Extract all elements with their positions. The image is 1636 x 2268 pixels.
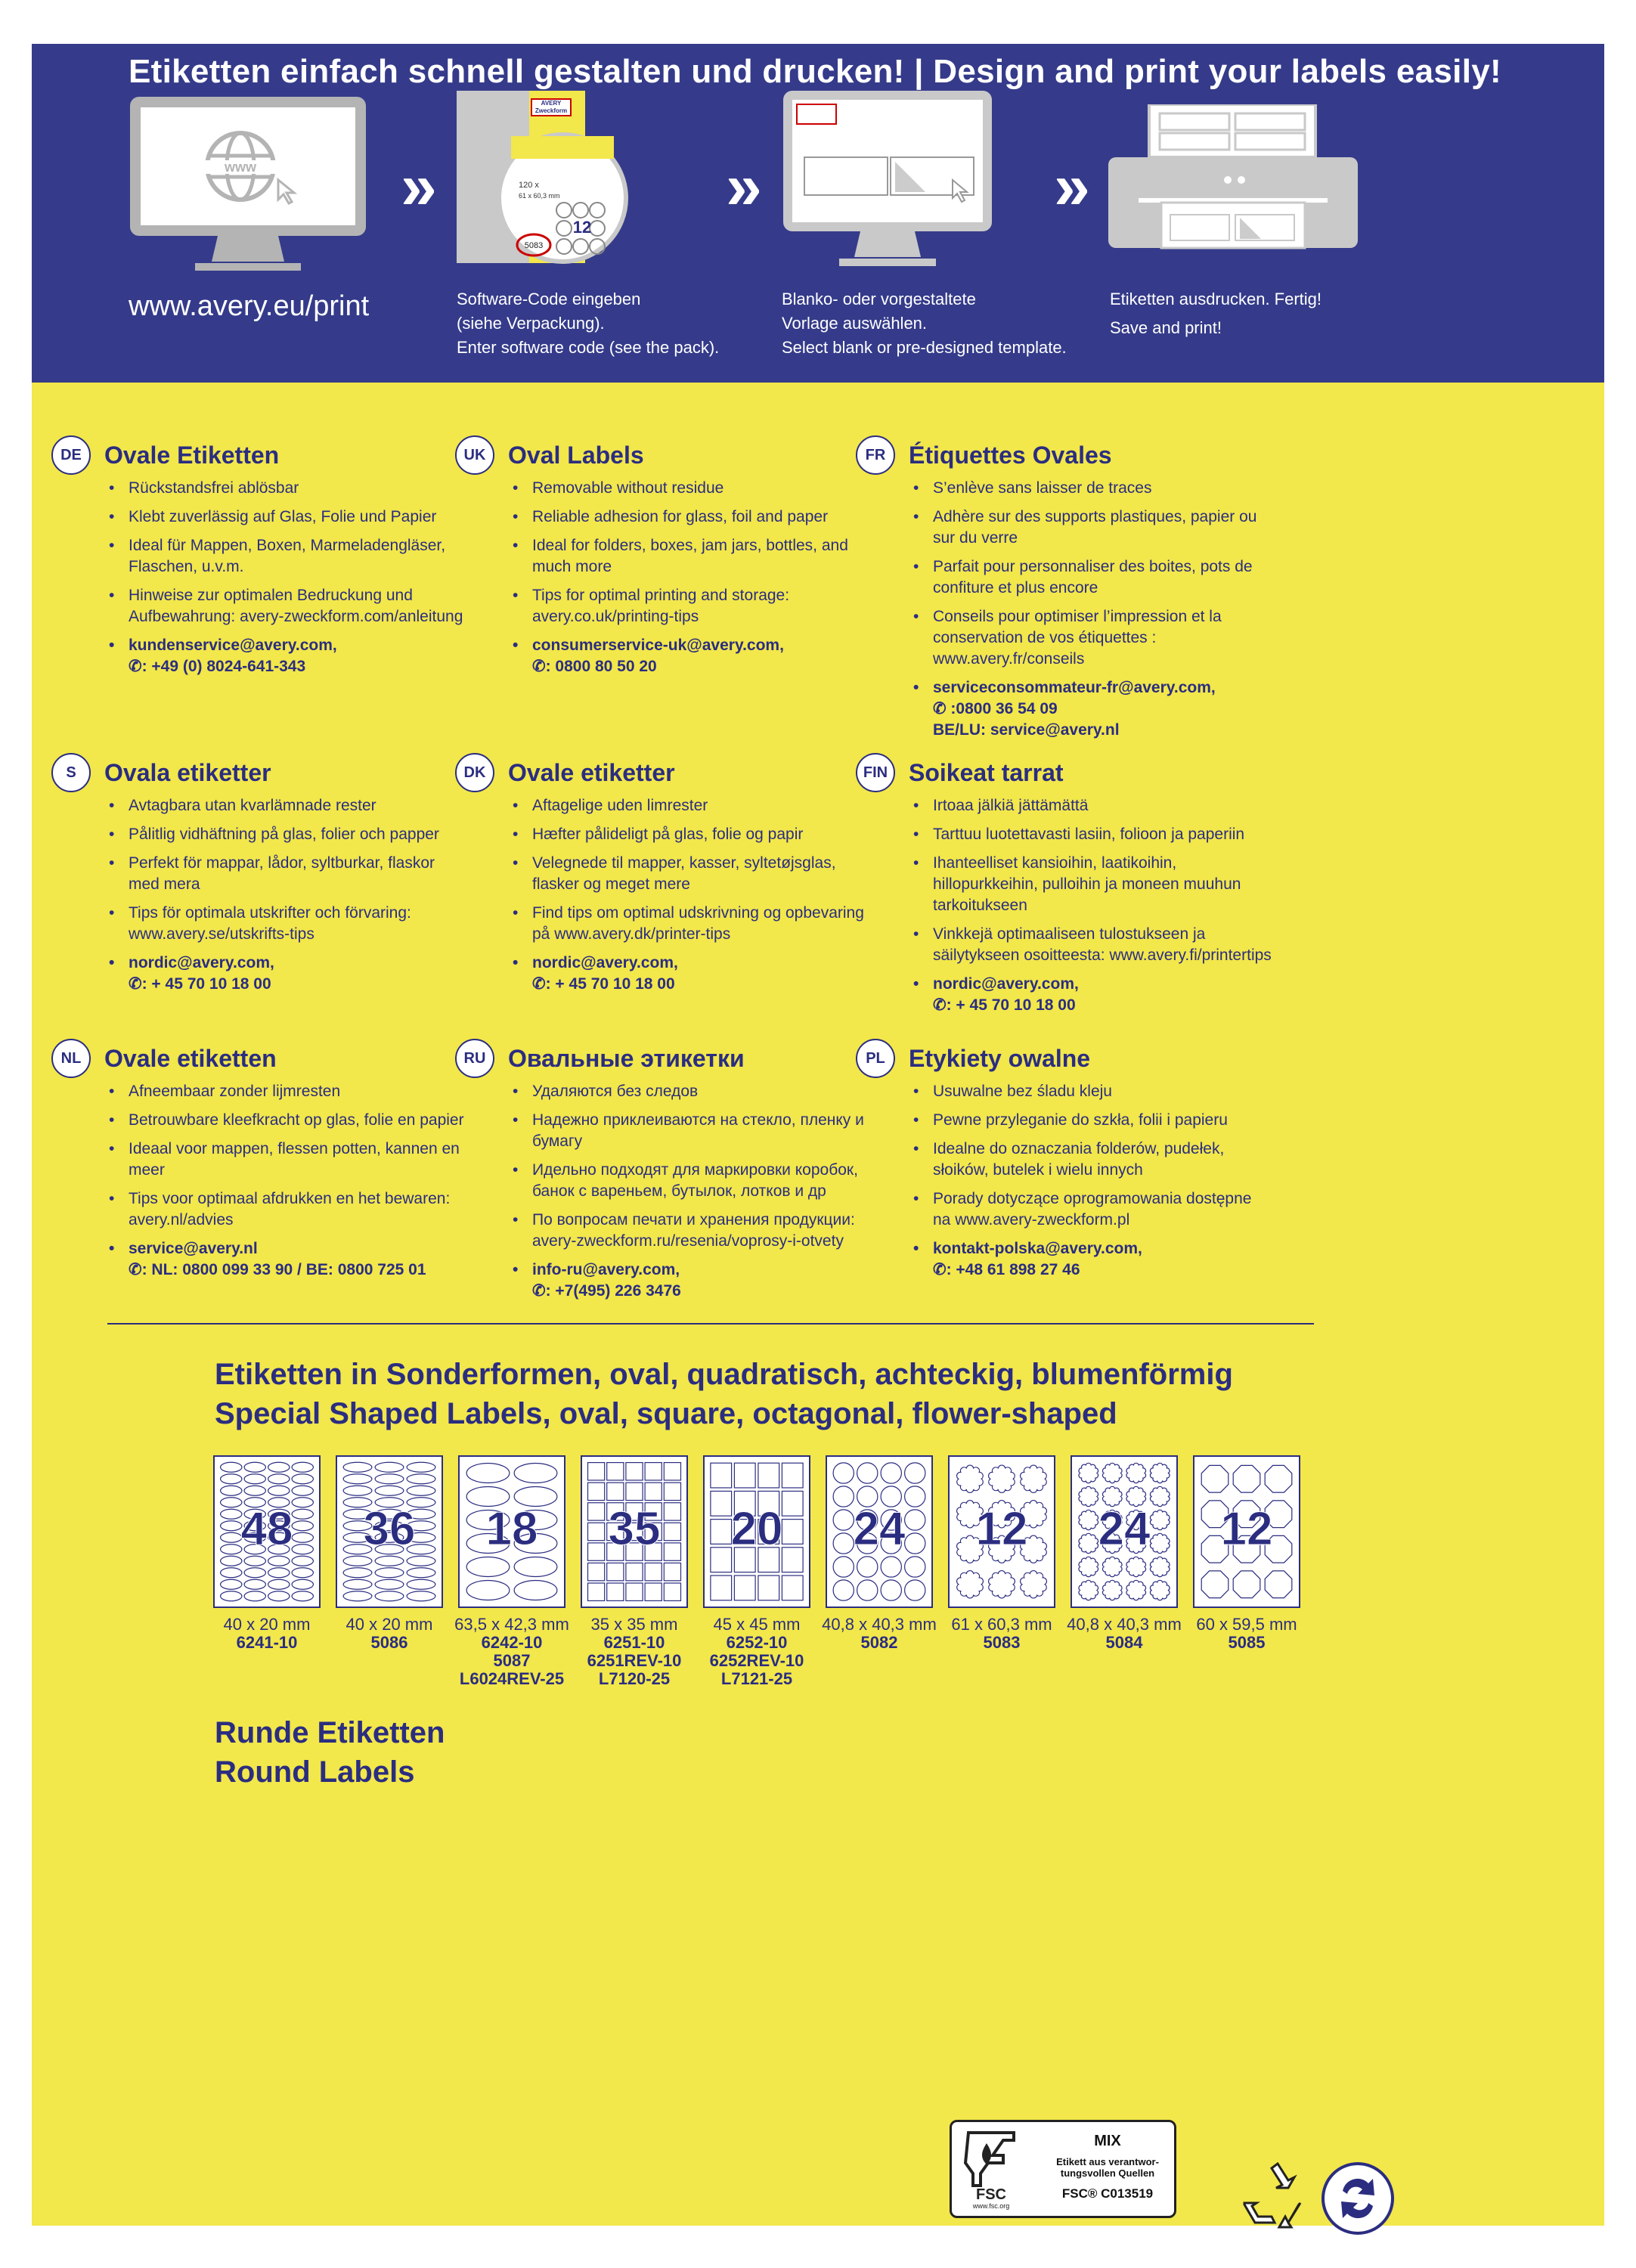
- svg-text:61 x 60,3 mm: 61 x 60,3 mm: [519, 192, 560, 200]
- label-shape: [1079, 1557, 1098, 1576]
- label-shape: [588, 1563, 605, 1580]
- label-shape: [664, 1463, 680, 1480]
- lang-badge: PL: [856, 1039, 895, 1078]
- lang-title: Étiquettes Ovales: [909, 442, 1112, 469]
- label-shape: [857, 1463, 878, 1483]
- contact-item: • nordic@avery.com, ✆: + 45 70 10 18 00: [104, 953, 467, 995]
- label-shape: [1150, 1557, 1170, 1576]
- list-item: • Удаляются без следов: [508, 1081, 871, 1102]
- label-shape: [758, 1463, 779, 1488]
- label-shape: [881, 1580, 901, 1600]
- product-code: 5082: [860, 1633, 898, 1652]
- label-shape: [343, 1591, 372, 1601]
- lang-title: Ovale etiketter: [508, 759, 675, 786]
- chevron-icon: »: [726, 150, 751, 223]
- avery-logo: AVERY Zweckform: [531, 98, 572, 116]
- svg-text:FSC: FSC: [976, 2186, 1006, 2203]
- label-shape: [1126, 1557, 1146, 1576]
- lang-title: Ovala etiketter: [104, 759, 271, 786]
- label-shape: [221, 1462, 242, 1472]
- label-shape: [626, 1563, 643, 1580]
- product-size: 40 x 20 mm: [345, 1615, 433, 1634]
- label-shape: [268, 1462, 290, 1472]
- product-caption: [689, 1616, 825, 1688]
- label-shape: [221, 1568, 242, 1578]
- product-caption: [934, 1616, 1070, 1652]
- label-shape: [343, 1556, 372, 1566]
- lang-badge: UK: [455, 435, 494, 475]
- svg-text:5083: 5083: [524, 241, 544, 250]
- label-shape: [607, 1583, 624, 1600]
- list-item: • S’enlève sans laisser de traces: [909, 478, 1272, 499]
- product-sheet-18: [458, 1455, 565, 1608]
- list-item: • Velegnede til mapper, kasser, syltetøjsglas, flasker og meget mere: [508, 853, 871, 895]
- label-shape: [375, 1568, 404, 1578]
- label-shape: [607, 1483, 624, 1500]
- label-shape: [244, 1462, 265, 1472]
- product-code: 5085: [1228, 1633, 1266, 1652]
- list-item: • По вопросам печати и хранения продукции: avery-zweckform.ru/resenia/voprosy-i-otvety: [508, 1210, 871, 1252]
- list-item: • Removable without residue: [508, 478, 871, 499]
- label-shape: [833, 1463, 854, 1483]
- contact-item: • info-ru@avery.com, ✆: +7(495) 226 3476: [508, 1259, 871, 1302]
- lang-title: Etykiety owalne: [909, 1045, 1091, 1072]
- product-code: 6251-10: [603, 1633, 665, 1652]
- fsc-text: Etikett aus verantwor-: [1056, 2156, 1159, 2167]
- chevron-icon: »: [401, 150, 426, 223]
- list-item: • Conseils pour optimiser l’impression et la conservation de vos étiquettes : www.avery.fr/conseils: [909, 606, 1272, 670]
- list-item: • Vinkkejä optimaaliseen tulostukseen ja säilytykseen osoitteesta: www.avery.fi/printertips: [909, 924, 1272, 966]
- label-shape: [1079, 1580, 1098, 1600]
- list-item: • Идельно подходят для маркировки коробок, банок с вареньем, бутылок, лотков и др: [508, 1160, 871, 1202]
- product-sheet-24: [826, 1455, 933, 1608]
- label-shape: [292, 1591, 313, 1601]
- label-count: 24: [1098, 1503, 1151, 1555]
- label-shape: [607, 1563, 624, 1580]
- label-shape: [514, 1580, 557, 1600]
- label-shape: [466, 1557, 510, 1576]
- label-shape: [407, 1591, 435, 1601]
- list-item: • Afneembaar zonder lijmresten: [104, 1081, 467, 1102]
- list-item: • Ihanteelliset kansioihin, laatikoihin, hillopurkkeihin, pulloihin ja moneen muuhun tarkoitukseen: [909, 853, 1272, 916]
- label-shape: [957, 1571, 984, 1598]
- recycle-icon: [1235, 2162, 1308, 2235]
- label-shape: [343, 1486, 372, 1495]
- label-shape: [881, 1557, 901, 1577]
- divider: [107, 1323, 1314, 1325]
- fsc-tree-icon: [958, 2127, 1033, 2211]
- list-item: • Usuwalne bez śladu kleju: [909, 1081, 1272, 1102]
- list-item: • Hæfter pålideligt på glas, folie og papir: [508, 824, 871, 845]
- fsc-mix: MIX: [1094, 2133, 1121, 2149]
- label-shape: [1150, 1580, 1170, 1600]
- label-shape: [466, 1463, 510, 1483]
- label-shape: [244, 1474, 265, 1484]
- label-shape: [607, 1463, 624, 1480]
- label-shape: [905, 1463, 925, 1483]
- lang-badge: DE: [51, 435, 91, 475]
- label-shape: [1201, 1465, 1229, 1492]
- label-shape: [268, 1579, 290, 1589]
- label-shape: [268, 1474, 290, 1484]
- product-sheet-12: [1193, 1455, 1300, 1608]
- label-shape: [244, 1568, 265, 1578]
- product-code: 6242-10: [481, 1633, 543, 1652]
- label-count: 12: [1220, 1503, 1273, 1555]
- round-labels-title: Runde Etiketten Round Labels: [215, 1716, 445, 1789]
- label-shape: [1021, 1465, 1047, 1492]
- lang-title: Soikeat tarrat: [909, 759, 1064, 786]
- label-shape: [407, 1462, 435, 1472]
- list-item: • Adhère sur des supports plastiques, papier ou sur du verre: [909, 507, 1272, 549]
- label-shape: [645, 1483, 662, 1500]
- product-code: 5083: [983, 1633, 1021, 1652]
- contact-item: • consumerservice-uk@avery.com, ✆: 0800 80 50 20: [508, 635, 871, 677]
- lang-badge: S: [51, 753, 91, 792]
- lang-badge: DK: [455, 753, 494, 792]
- product-sheet-20: [703, 1455, 810, 1608]
- label-shape: [1102, 1557, 1122, 1576]
- list-item: • Tips voor optimaal afdrukken en het bewaren: avery.nl/advies: [104, 1188, 467, 1231]
- list-item: • Find tips om optimal udskrivning og opbevaring på www.avery.dk/printer-tips: [508, 903, 871, 945]
- lang-badge: NL: [51, 1039, 91, 1078]
- label-shape: [343, 1579, 372, 1589]
- list-item: • Rückstandsfrei ablösbar: [104, 478, 467, 499]
- label-shape: [466, 1580, 510, 1600]
- label-shape: [221, 1556, 242, 1566]
- label-shape: [375, 1462, 404, 1472]
- chevron-icon: »: [1054, 150, 1080, 223]
- label-shape: [375, 1556, 404, 1566]
- label-shape: [734, 1576, 755, 1600]
- label-shape: [292, 1486, 313, 1495]
- label-shape: [244, 1486, 265, 1495]
- label-shape: [514, 1463, 557, 1483]
- label-shape: [588, 1463, 605, 1480]
- label-shape: [343, 1474, 372, 1484]
- product-sheet-48: [213, 1455, 321, 1608]
- label-shape: [221, 1474, 242, 1484]
- list-item: • Tips for optimal printing and storage: avery.co.uk/printing-tips: [508, 585, 871, 627]
- list-item: • Irtoaa jälkiä jättämättä: [909, 795, 1272, 816]
- product-size: 45 x 45 mm: [713, 1615, 801, 1634]
- label-shape: [268, 1486, 290, 1495]
- product-caption: [199, 1616, 335, 1652]
- label-shape: [1102, 1580, 1122, 1600]
- list-item: • Idealne do oznaczania folderów, pudełek, słoików, butelek i wielu innych: [909, 1139, 1272, 1181]
- fsc-text: tungsvollen Quellen: [1060, 2167, 1155, 2179]
- label-shape: [626, 1463, 643, 1480]
- label-shape: [244, 1591, 265, 1601]
- fsc-certificate: [950, 2120, 1176, 2218]
- list-item: • Klebt zuverlässig auf Glas, Folie und Papier: [104, 507, 467, 528]
- label-shape: [1102, 1463, 1122, 1483]
- list-item: • Aftagelige uden limrester: [508, 795, 871, 816]
- product-size: 40,8 x 40,3 mm: [1067, 1615, 1182, 1634]
- list-item: • Betrouwbare kleefkracht op glas, folie en papier: [104, 1110, 467, 1131]
- lang-badge: FIN: [856, 753, 895, 792]
- label-shape: [881, 1463, 901, 1483]
- label-count: 35: [608, 1503, 661, 1555]
- label-shape: [645, 1583, 662, 1600]
- label-shape: [221, 1579, 242, 1589]
- svg-text:120 x: 120 x: [519, 181, 539, 190]
- list-item: • Reliable adhesion for glass, foil and paper: [508, 507, 871, 528]
- label-shape: [292, 1462, 313, 1472]
- label-shape: [1233, 1465, 1260, 1492]
- label-shape: [664, 1583, 680, 1600]
- product-sheet-12: [948, 1455, 1055, 1608]
- product-sheet-35: [581, 1455, 688, 1608]
- step-3-caption: Blanko- oder vorgestaltete Vorlage auswählen. Select blank or pre-designed template.: [782, 290, 1067, 357]
- product-caption: [1179, 1616, 1315, 1652]
- label-shape: [1265, 1571, 1292, 1598]
- label-shape: [1021, 1571, 1047, 1598]
- label-shape: [857, 1580, 878, 1600]
- shaped-labels-title: Etiketten in Sonderformen, oval, quadratisch, achteckig, blumenförmig Special Shaped Labels, oval, square, octagonal, flower-shaped: [215, 1358, 1233, 1430]
- magnifier-icon: [496, 129, 632, 272]
- product-size: 40 x 20 mm: [223, 1615, 311, 1634]
- label-shape: [292, 1568, 313, 1578]
- lang-badge: FR: [856, 435, 895, 475]
- product-code: 5087: [493, 1651, 531, 1670]
- label-count: 20: [730, 1503, 783, 1555]
- label-shape: [664, 1483, 680, 1500]
- label-shape: [407, 1568, 435, 1578]
- label-shape: [1201, 1571, 1229, 1598]
- template-monitor-icon: [782, 89, 993, 275]
- contact-item: • nordic@avery.com, ✆: + 45 70 10 18 00: [909, 974, 1272, 1016]
- product-code: 5084: [1105, 1633, 1143, 1652]
- web-monitor-icon: [127, 95, 369, 277]
- product-code: 5086: [370, 1633, 408, 1652]
- label-shape: [1150, 1463, 1170, 1483]
- product-caption: [811, 1616, 947, 1652]
- product-caption: [444, 1616, 580, 1688]
- product-caption: [321, 1616, 457, 1652]
- product-code: 6252REV-10: [709, 1651, 804, 1670]
- svg-text:www: www: [224, 160, 257, 175]
- list-item: • Tarttuu luotettavasti lasiin, folioon ja paperiin: [909, 824, 1272, 845]
- svg-text:www.fsc.org: www.fsc.org: [972, 2202, 1010, 2210]
- product-code: L7120-25: [598, 1669, 671, 1688]
- label-shape: [407, 1579, 435, 1589]
- label-shape: [375, 1579, 404, 1589]
- lang-title: Ovale Etiketten: [104, 442, 280, 469]
- list-item: • Ideal for folders, boxes, jam jars, bottles, and much more: [508, 535, 871, 578]
- label-shape: [268, 1591, 290, 1601]
- label-shape: [244, 1579, 265, 1589]
- label-shape: [905, 1557, 925, 1577]
- label-shape: [645, 1463, 662, 1480]
- label-shape: [664, 1563, 680, 1580]
- label-shape: [1126, 1580, 1146, 1600]
- header-banner: [32, 44, 1604, 383]
- label-shape: [588, 1583, 605, 1600]
- label-shape: [292, 1556, 313, 1566]
- list-item: • Hinweise zur optimalen Bedruckung und Aufbewahrung: avery-zweckform.com/anleitung: [104, 585, 467, 627]
- page: [32, 44, 1604, 2226]
- product-size: 35 x 35 mm: [590, 1615, 678, 1634]
- lang-title: Овальные этикетки: [508, 1045, 745, 1072]
- product-size: 40,8 x 40,3 mm: [822, 1615, 937, 1634]
- label-shape: [292, 1579, 313, 1589]
- product-sheet-36: [336, 1455, 443, 1608]
- list-item: • Ideaal voor mappen, flessen potten, kannen en meer: [104, 1139, 467, 1181]
- product-code: 6241-10: [236, 1633, 298, 1652]
- product-sheet-24: [1071, 1455, 1178, 1608]
- label-shape: [957, 1465, 984, 1492]
- list-item: • Pewne przyleganie do szkła, folii i papieru: [909, 1110, 1272, 1131]
- label-shape: [407, 1474, 435, 1484]
- label-shape: [375, 1474, 404, 1484]
- label-count: 18: [485, 1503, 538, 1555]
- list-item: • Parfait pour personnaliser des boites, pots de confiture et plus encore: [909, 556, 1272, 599]
- list-item: • Надежно приклеиваются на стекло, пленку и бумагу: [508, 1110, 871, 1152]
- product-code: L7121-25: [720, 1669, 793, 1688]
- product-size: 60 x 59,5 mm: [1196, 1615, 1297, 1634]
- label-shape: [588, 1483, 605, 1500]
- contact-item: • serviceconsommateur-fr@avery.com, ✆ :0800 36 54 09 BE/LU: service@avery.nl: [909, 677, 1272, 741]
- step-4-caption: Etiketten ausdrucken. Fertig! Save and print!: [1110, 290, 1322, 337]
- list-item: • Ideal für Mappen, Boxen, Marmeladengläser, Flaschen, u.v.m.: [104, 535, 467, 578]
- label-shape: [711, 1463, 732, 1488]
- label-shape: [514, 1557, 557, 1576]
- label-shape: [407, 1486, 435, 1495]
- list-item: • Pålitlig vidhäftning på glas, folier och papper: [104, 824, 467, 845]
- label-shape: [782, 1576, 803, 1600]
- label-count: 48: [240, 1503, 293, 1555]
- label-shape: [244, 1556, 265, 1566]
- product-code: 6251REV-10: [587, 1651, 682, 1670]
- list-item: • Avtagbara utan kvarlämnade rester: [104, 795, 467, 816]
- label-shape: [626, 1583, 643, 1600]
- product-code: L6024REV-25: [459, 1669, 565, 1688]
- svg-text:12: 12: [572, 218, 592, 237]
- label-shape: [292, 1474, 313, 1484]
- label-shape: [221, 1591, 242, 1601]
- label-count: 24: [853, 1503, 906, 1555]
- contact-item: • kundenservice@avery.com, ✆: +49 (0) 8024-641-343: [104, 635, 467, 677]
- label-shape: [268, 1568, 290, 1578]
- list-item: • Porady dotyczące oprogramowania dostępne na www.avery-zweckform.pl: [909, 1188, 1272, 1231]
- contact-item: • kontakt-polska@avery.com, ✆: +48 61 898 27 46: [909, 1238, 1272, 1281]
- label-shape: [1265, 1465, 1292, 1492]
- label-count: 12: [975, 1503, 1028, 1555]
- label-shape: [711, 1576, 732, 1600]
- lang-title: Oval Labels: [508, 442, 644, 469]
- label-shape: [343, 1568, 372, 1578]
- printer-icon: [1108, 104, 1358, 278]
- label-shape: [343, 1462, 372, 1472]
- list-item: • Perfekt för mappar, lådor, syltburkar, flaskor med mera: [104, 853, 467, 895]
- lang-badge: RU: [455, 1039, 494, 1078]
- product-caption: [566, 1616, 702, 1688]
- label-shape: [268, 1556, 290, 1566]
- step-2-caption: Software-Code eingeben (siehe Verpackung). Enter software code (see the pack).: [457, 290, 720, 357]
- contact-item: • service@avery.nl ✆: NL: 0800 099 33 90 / BE: 0800 725 01: [104, 1238, 467, 1281]
- label-shape: [1233, 1571, 1260, 1598]
- label-shape: [857, 1557, 878, 1577]
- header-title: Etiketten einfach schnell gestalten und drucken! | Design and print your labels easily!: [129, 53, 1501, 90]
- label-count: 36: [363, 1503, 416, 1555]
- green-dot-icon: [1320, 2161, 1396, 2236]
- label-shape: [833, 1580, 854, 1600]
- label-shape: [1079, 1463, 1098, 1483]
- list-item: • Tips för optimala utskrifter och förvaring: www.avery.se/utskrifts-tips: [104, 903, 467, 945]
- label-shape: [989, 1465, 1015, 1492]
- label-shape: [1126, 1463, 1146, 1483]
- lang-title: Ovale etiketten: [104, 1045, 277, 1072]
- fsc-code: FSC® C013519: [1061, 2186, 1154, 2201]
- label-shape: [833, 1557, 854, 1577]
- label-shape: [989, 1571, 1015, 1598]
- contact-item: • nordic@avery.com, ✆: + 45 70 10 18 00: [508, 953, 871, 995]
- website-url[interactable]: www.avery.eu/print: [129, 290, 370, 322]
- product-caption: [1056, 1616, 1192, 1652]
- label-shape: [905, 1580, 925, 1600]
- label-shape: [645, 1563, 662, 1580]
- label-shape: [375, 1486, 404, 1495]
- label-shape: [626, 1483, 643, 1500]
- label-shape: [375, 1591, 404, 1601]
- product-size: 61 x 60,3 mm: [951, 1615, 1052, 1634]
- label-shape: [734, 1463, 755, 1488]
- label-shape: [758, 1576, 779, 1600]
- product-size: 63,5 x 42,3 mm: [454, 1615, 569, 1634]
- label-shape: [221, 1486, 242, 1495]
- label-shape: [782, 1463, 803, 1488]
- product-code: 6252-10: [726, 1633, 788, 1652]
- label-shape: [407, 1556, 435, 1566]
